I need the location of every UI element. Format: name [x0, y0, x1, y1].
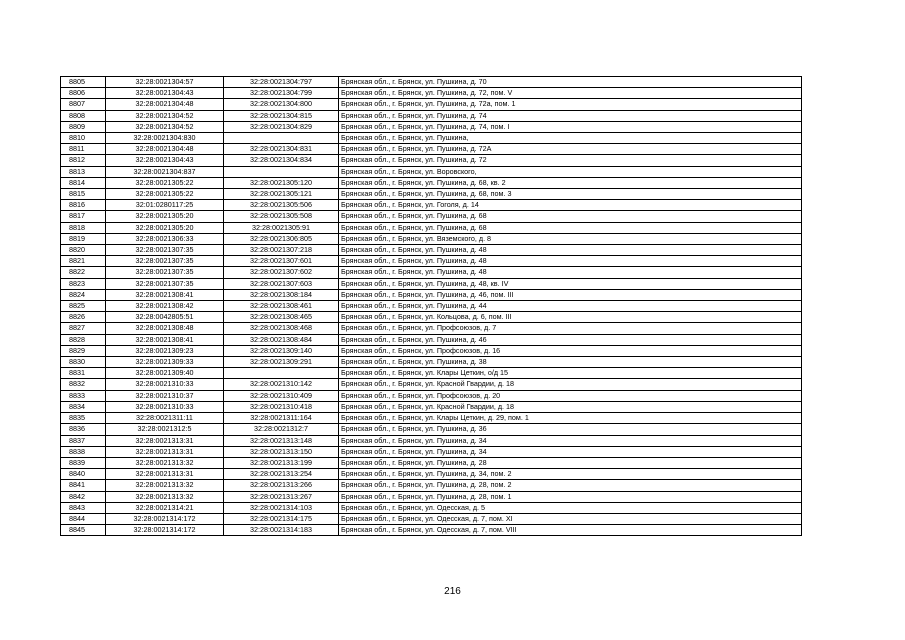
address-cell: Брянская обл., г. Брянск, ул. Пушкина, д. 46	[339, 334, 802, 345]
row-number-cell: 8839	[61, 457, 106, 468]
land-cadastral-number-cell: 32:28:0021307:35	[106, 278, 224, 289]
land-cadastral-number-cell: 32:28:0021305:22	[106, 189, 224, 200]
building-cadastral-number-cell: 32:28:0021305:508	[224, 211, 339, 222]
row-number-cell: 8825	[61, 301, 106, 312]
row-number-cell: 8826	[61, 312, 106, 323]
address-cell: Брянская обл., г. Брянск, ул. Пушкина, д. 38	[339, 357, 802, 368]
row-number-cell: 8810	[61, 133, 106, 144]
land-cadastral-number-cell: 32:01:0280117:25	[106, 200, 224, 211]
building-cadastral-number-cell: 32:28:0021309:291	[224, 357, 339, 368]
address-cell: Брянская обл., г. Брянск, ул. Пушкина, д. 70	[339, 77, 802, 88]
table-row	[61, 77, 802, 88]
address-cell: Брянская обл., г. Брянск, ул. Воровского,	[339, 166, 802, 177]
land-cadastral-number-cell: 32:28:0021304:52	[106, 110, 224, 121]
table-row	[61, 256, 802, 267]
building-cadastral-number-cell	[224, 166, 339, 177]
address-cell: Брянская обл., г. Брянск, ул. Пушкина, д. 68, пом. 3	[339, 189, 802, 200]
building-cadastral-number-cell: 32:28:0021310:142	[224, 379, 339, 390]
row-number-cell: 8819	[61, 233, 106, 244]
building-cadastral-number-cell: 32:28:0021308:465	[224, 312, 339, 323]
land-cadastral-number-cell: 32:28:0021313:31	[106, 435, 224, 446]
row-number-cell: 8812	[61, 155, 106, 166]
land-cadastral-number-cell: 32:28:0021307:35	[106, 245, 224, 256]
table-row	[61, 278, 802, 289]
address-cell: Брянская обл., г. Брянск, ул. Профсоюзов, д. 16	[339, 345, 802, 356]
building-cadastral-number-cell: 32:28:0021313:148	[224, 435, 339, 446]
building-cadastral-number-cell: 32:28:0021304:834	[224, 155, 339, 166]
address-cell: Брянская обл., г. Брянск, ул. Пушкина, д. 68, кв. 2	[339, 177, 802, 188]
land-cadastral-number-cell: 32:28:0021305:20	[106, 211, 224, 222]
land-cadastral-number-cell: 32:28:0021314:172	[106, 525, 224, 536]
table-row	[61, 301, 802, 312]
table-row	[61, 110, 802, 121]
land-cadastral-number-cell: 32:28:0021309:33	[106, 357, 224, 368]
row-number-cell: 8831	[61, 368, 106, 379]
address-cell: Брянская обл., г. Брянск, ул. Красной Гвардии, д. 18	[339, 401, 802, 412]
building-cadastral-number-cell: 32:28:0021307:602	[224, 267, 339, 278]
building-cadastral-number-cell: 32:28:0021313:150	[224, 446, 339, 457]
address-cell: Брянская обл., г. Брянск, ул. Пушкина, д. 44	[339, 301, 802, 312]
building-cadastral-number-cell: 32:28:0021304:831	[224, 144, 339, 155]
row-number-cell: 8844	[61, 513, 106, 524]
building-cadastral-number-cell: 32:28:0021314:103	[224, 502, 339, 513]
address-cell: Брянская обл., г. Брянск, ул. Гоголя, д. 14	[339, 200, 802, 211]
address-cell: Брянская обл., г. Брянск, ул. Пушкина, д. 48	[339, 256, 802, 267]
building-cadastral-number-cell: 32:28:0021313:266	[224, 480, 339, 491]
row-number-cell: 8830	[61, 357, 106, 368]
address-cell: Брянская обл., г. Брянск, ул. Профсоюзов, д. 20	[339, 390, 802, 401]
land-cadastral-number-cell: 32:28:0021304:43	[106, 88, 224, 99]
table-row	[61, 401, 802, 412]
land-cadastral-number-cell: 32:28:0021314:21	[106, 502, 224, 513]
table-row	[61, 513, 802, 524]
building-cadastral-number-cell: 32:28:0021304:797	[224, 77, 339, 88]
address-cell: Брянская обл., г. Брянск, ул. Пушкина, д. 72	[339, 155, 802, 166]
land-cadastral-number-cell: 32:28:0021306:33	[106, 233, 224, 244]
land-cadastral-number-cell: 32:28:0021305:20	[106, 222, 224, 233]
address-cell: Брянская обл., г. Брянск, ул. Пушкина, д. 28	[339, 457, 802, 468]
table-row	[61, 177, 802, 188]
table-row	[61, 222, 802, 233]
land-cadastral-number-cell: 32:28:0021308:42	[106, 301, 224, 312]
land-cadastral-number-cell: 32:28:0021308:41	[106, 334, 224, 345]
land-cadastral-number-cell: 32:28:0021314:172	[106, 513, 224, 524]
address-cell: Брянская обл., г. Брянск, ул. Профсоюзов, д. 7	[339, 323, 802, 334]
row-number-cell: 8824	[61, 289, 106, 300]
address-cell: Брянская обл., г. Брянск, ул. Пушкина, д. 28, пом. 2	[339, 480, 802, 491]
building-cadastral-number-cell: 32:28:0021314:175	[224, 513, 339, 524]
address-cell: Брянская обл., г. Брянск, ул. Пушкина, д. 48	[339, 267, 802, 278]
land-cadastral-number-cell: 32:28:0021308:48	[106, 323, 224, 334]
table-row	[61, 200, 802, 211]
table-row	[61, 525, 802, 536]
data-table	[60, 76, 802, 536]
table-row	[61, 121, 802, 132]
land-cadastral-number-cell: 32:28:0021308:41	[106, 289, 224, 300]
land-cadastral-number-cell: 32:28:0021310:33	[106, 401, 224, 412]
row-number-cell: 8820	[61, 245, 106, 256]
building-cadastral-number-cell: 32:28:0021304:829	[224, 121, 339, 132]
row-number-cell: 8811	[61, 144, 106, 155]
address-cell: Брянская обл., г. Брянск, ул. Пушкина, д. 34, пом. 2	[339, 469, 802, 480]
building-cadastral-number-cell: 32:28:0021304:800	[224, 99, 339, 110]
row-number-cell: 8827	[61, 323, 106, 334]
table-row	[61, 323, 802, 334]
building-cadastral-number-cell: 32:28:0021313:199	[224, 457, 339, 468]
land-cadastral-number-cell: 32:28:0021307:35	[106, 267, 224, 278]
address-cell: Брянская обл., г. Брянск, ул. Пушкина, д. 74, пом. I	[339, 121, 802, 132]
address-cell: Брянская обл., г. Брянск, ул. Пушкина, д. 68	[339, 222, 802, 233]
row-number-cell: 8841	[61, 480, 106, 491]
address-cell: Брянская обл., г. Брянск, ул. Пушкина, д. 36	[339, 424, 802, 435]
table-row	[61, 166, 802, 177]
address-cell: Брянская обл., г. Брянск, ул. Пушкина, д. 34	[339, 435, 802, 446]
row-number-cell: 8832	[61, 379, 106, 390]
land-cadastral-number-cell: 32:28:0021305:22	[106, 177, 224, 188]
land-cadastral-number-cell: 32:28:0021304:830	[106, 133, 224, 144]
table-row	[61, 334, 802, 345]
address-cell: Брянская обл., г. Брянск, ул. Пушкина, д. 72а, пом. 1	[339, 99, 802, 110]
table-row	[61, 289, 802, 300]
table-row	[61, 133, 802, 144]
row-number-cell: 8828	[61, 334, 106, 345]
address-cell: Брянская обл., г. Брянск, ул. Вяземского, д. 8	[339, 233, 802, 244]
row-number-cell: 8838	[61, 446, 106, 457]
table-row	[61, 99, 802, 110]
building-cadastral-number-cell: 32:28:0021307:218	[224, 245, 339, 256]
row-number-cell: 8836	[61, 424, 106, 435]
building-cadastral-number-cell	[224, 368, 339, 379]
row-number-cell: 8808	[61, 110, 106, 121]
table-row	[61, 155, 802, 166]
row-number-cell: 8817	[61, 211, 106, 222]
address-cell: Брянская обл., г. Брянск, ул. Пушкина, д. 72А	[339, 144, 802, 155]
row-number-cell: 8835	[61, 413, 106, 424]
table-row	[61, 379, 802, 390]
row-number-cell: 8814	[61, 177, 106, 188]
building-cadastral-number-cell: 32:28:0021309:140	[224, 345, 339, 356]
row-number-cell: 8805	[61, 77, 106, 88]
table-row	[61, 491, 802, 502]
building-cadastral-number-cell: 32:28:0021313:254	[224, 469, 339, 480]
land-cadastral-number-cell: 32:28:0021312:5	[106, 424, 224, 435]
table-row	[61, 424, 802, 435]
address-cell: Брянская обл., г. Брянск, ул. Пушкина, д. 48	[339, 245, 802, 256]
building-cadastral-number-cell: 32:28:0021310:409	[224, 390, 339, 401]
table-row	[61, 267, 802, 278]
land-cadastral-number-cell: 32:28:0021313:32	[106, 457, 224, 468]
building-cadastral-number-cell: 32:28:0021314:183	[224, 525, 339, 536]
address-cell: Брянская обл., г. Брянск, ул. Пушкина,	[339, 133, 802, 144]
row-number-cell: 8809	[61, 121, 106, 132]
building-cadastral-number-cell: 32:28:0021312:7	[224, 424, 339, 435]
land-cadastral-number-cell: 32:28:0021313:32	[106, 491, 224, 502]
building-cadastral-number-cell: 32:28:0021305:506	[224, 200, 339, 211]
row-number-cell: 8842	[61, 491, 106, 502]
row-number-cell: 8843	[61, 502, 106, 513]
building-cadastral-number-cell: 32:28:0021311:164	[224, 413, 339, 424]
row-number-cell: 8845	[61, 525, 106, 536]
land-cadastral-number-cell: 32:28:0021307:35	[106, 256, 224, 267]
land-cadastral-number-cell: 32:28:0021304:52	[106, 121, 224, 132]
table-row	[61, 88, 802, 99]
address-cell: Брянская обл., г. Брянск, ул. Клары Цеткин, д. 29, пом. 1	[339, 413, 802, 424]
building-cadastral-number-cell: 32:28:0021307:603	[224, 278, 339, 289]
row-number-cell: 8813	[61, 166, 106, 177]
row-number-cell: 8821	[61, 256, 106, 267]
land-cadastral-number-cell: 32:28:0021313:31	[106, 446, 224, 457]
table-row	[61, 390, 802, 401]
table-row	[61, 345, 802, 356]
row-number-cell: 8829	[61, 345, 106, 356]
building-cadastral-number-cell: 32:28:0021305:91	[224, 222, 339, 233]
address-cell: Брянская обл., г. Брянск, ул. Пушкина, д. 72, пом. V	[339, 88, 802, 99]
row-number-cell: 8823	[61, 278, 106, 289]
building-cadastral-number-cell	[224, 133, 339, 144]
building-cadastral-number-cell: 32:28:0021310:418	[224, 401, 339, 412]
address-cell: Брянская обл., г. Брянск, ул. Пушкина, д. 46, пом. III	[339, 289, 802, 300]
building-cadastral-number-cell: 32:28:0021308:184	[224, 289, 339, 300]
address-cell: Брянская обл., г. Брянск, ул. Пушкина, д. 34	[339, 446, 802, 457]
land-cadastral-number-cell: 32:28:0021304:43	[106, 155, 224, 166]
building-cadastral-number-cell: 32:28:0021307:601	[224, 256, 339, 267]
row-number-cell: 8822	[61, 267, 106, 278]
land-cadastral-number-cell: 32:28:0021310:37	[106, 390, 224, 401]
table-row	[61, 368, 802, 379]
table-row	[61, 457, 802, 468]
table-row	[61, 413, 802, 424]
land-cadastral-number-cell: 32:28:0021304:837	[106, 166, 224, 177]
table-row	[61, 245, 802, 256]
land-cadastral-number-cell: 32:28:0021304:57	[106, 77, 224, 88]
building-cadastral-number-cell: 32:28:0021313:267	[224, 491, 339, 502]
row-number-cell: 8815	[61, 189, 106, 200]
building-cadastral-number-cell: 32:28:0021308:461	[224, 301, 339, 312]
land-cadastral-number-cell: 32:28:0021304:48	[106, 99, 224, 110]
land-cadastral-number-cell: 32:28:0021313:32	[106, 480, 224, 491]
building-cadastral-number-cell: 32:28:0021305:120	[224, 177, 339, 188]
land-cadastral-number-cell: 32:28:0021313:31	[106, 469, 224, 480]
table-row	[61, 446, 802, 457]
table-body	[61, 77, 802, 536]
land-cadastral-number-cell: 32:28:0021310:33	[106, 379, 224, 390]
address-cell: Брянская обл., г. Брянск, ул. Одесская, д. 7, пом. VIII	[339, 525, 802, 536]
page-number: 216	[444, 586, 461, 597]
address-cell: Брянская обл., г. Брянск, ул. Одесская, д. 7, пом. XI	[339, 513, 802, 524]
row-number-cell: 8840	[61, 469, 106, 480]
table-row	[61, 233, 802, 244]
table-row	[61, 502, 802, 513]
address-cell: Брянская обл., г. Брянск, ул. Пушкина, д. 48, кв. IV	[339, 278, 802, 289]
row-number-cell: 8806	[61, 88, 106, 99]
building-cadastral-number-cell: 32:28:0021305:121	[224, 189, 339, 200]
row-number-cell: 8807	[61, 99, 106, 110]
address-cell: Брянская обл., г. Брянск, ул. Клары Цеткин, о/д 15	[339, 368, 802, 379]
building-cadastral-number-cell: 32:28:0021304:815	[224, 110, 339, 121]
table-row	[61, 469, 802, 480]
table-row	[61, 211, 802, 222]
address-cell: Брянская обл., г. Брянск, ул. Красной Гвардии, д. 18	[339, 379, 802, 390]
row-number-cell: 8834	[61, 401, 106, 412]
table-row	[61, 312, 802, 323]
building-cadastral-number-cell: 32:28:0021308:484	[224, 334, 339, 345]
row-number-cell: 8818	[61, 222, 106, 233]
table-row	[61, 144, 802, 155]
address-cell: Брянская обл., г. Брянск, ул. Пушкина, д. 28, пом. 1	[339, 491, 802, 502]
building-cadastral-number-cell: 32:28:0021308:468	[224, 323, 339, 334]
table-row	[61, 435, 802, 446]
row-number-cell: 8816	[61, 200, 106, 211]
row-number-cell: 8837	[61, 435, 106, 446]
address-cell: Брянская обл., г. Брянск, ул. Кольцова, д. 6, пом. III	[339, 312, 802, 323]
table-row	[61, 480, 802, 491]
building-cadastral-number-cell: 32:28:0021304:799	[224, 88, 339, 99]
table-row	[61, 189, 802, 200]
address-cell: Брянская обл., г. Брянск, ул. Одесская, д. 5	[339, 502, 802, 513]
address-cell: Брянская обл., г. Брянск, ул. Пушкина, д. 74	[339, 110, 802, 121]
land-cadastral-number-cell: 32:28:0021309:40	[106, 368, 224, 379]
building-cadastral-number-cell: 32:28:0021306:805	[224, 233, 339, 244]
address-cell: Брянская обл., г. Брянск, ул. Пушкина, д. 68	[339, 211, 802, 222]
land-cadastral-number-cell: 32:28:0021309:23	[106, 345, 224, 356]
row-number-cell: 8833	[61, 390, 106, 401]
table-row	[61, 357, 802, 368]
land-cadastral-number-cell: 32:28:0021304:48	[106, 144, 224, 155]
land-cadastral-number-cell: 32:28:0021311:11	[106, 413, 224, 424]
land-cadastral-number-cell: 32:28:0042805:51	[106, 312, 224, 323]
